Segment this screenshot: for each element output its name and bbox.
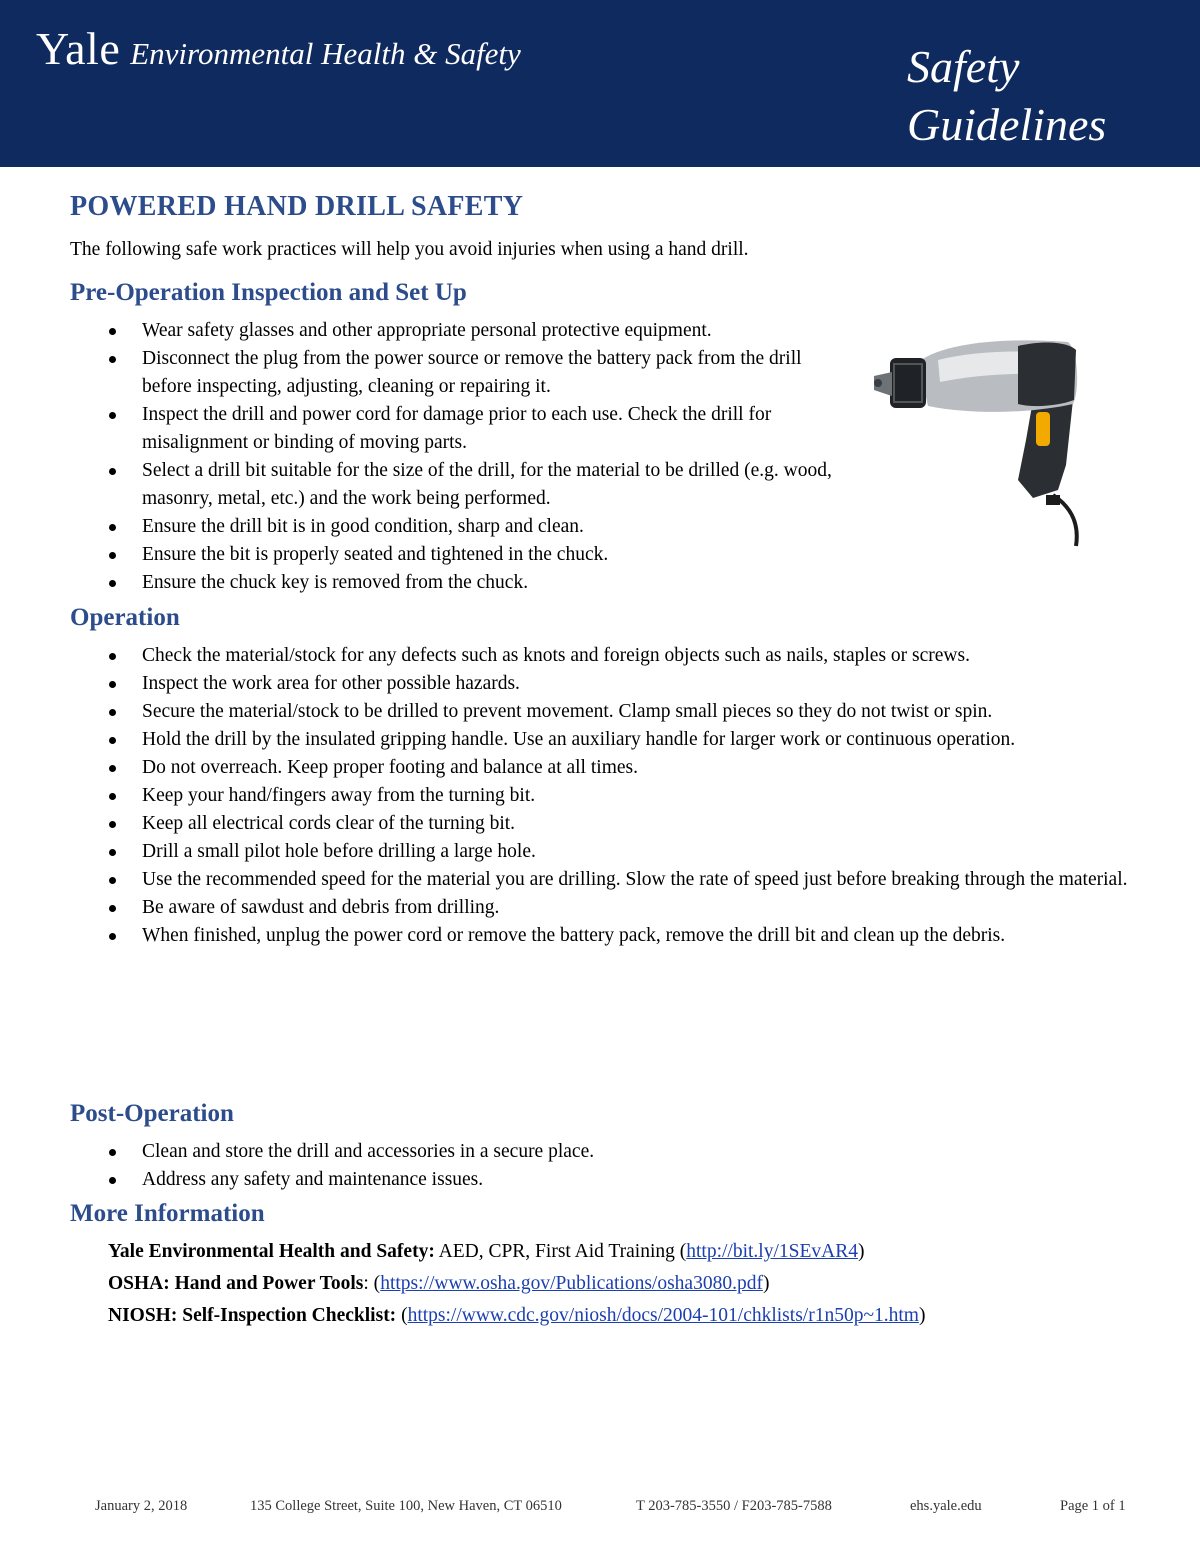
list-item: Wear safety glasses and other appropriate personal protective equipment.: [0, 317, 850, 345]
brand-logo: [36, 22, 521, 75]
list-item: Secure the material/stock to be drilled to prevent movement. Clamp small pieces so they do not twist or spin.: [0, 698, 1140, 726]
bullet-icon: [109, 681, 116, 688]
header-banner: [0, 0, 1200, 167]
list-item: Keep all electrical cords clear of the turning bit.: [0, 810, 1140, 838]
drill-illustration: [868, 320, 1083, 550]
bullet-icon: [109, 653, 116, 660]
info-desc: : (: [363, 1273, 381, 1294]
bullet-icon: [109, 1177, 116, 1184]
list-item: Use the recommended speed for the material you are drilling. Slow the rate of speed just before breaking through the material.: [0, 866, 1140, 894]
bullet-icon: [109, 1149, 116, 1156]
footer-phone: T 203-785-3550 / F203-785-7588: [636, 1498, 832, 1514]
document-type: [907, 38, 1106, 154]
list-item: Inspect the drill and power cord for damage prior to each use. Check the drill for misalignment or binding of moving parts.: [0, 401, 850, 457]
info-label: OSHA: Hand and Power Tools: [108, 1273, 364, 1294]
brand-subtitle: Environmental Health & Safety: [130, 36, 521, 71]
list-item: When finished, unplug the power cord or remove the battery pack, remove the drill bit and clean up the debris.: [0, 922, 1140, 950]
section-heading-pre-operation: Pre-Operation Inspection and Set Up: [70, 279, 467, 306]
list-item: Ensure the bit is properly seated and tightened in the chuck.: [0, 541, 850, 569]
bullet-icon: [109, 933, 116, 940]
section-heading-more-information: More Information: [70, 1200, 265, 1227]
niosh-link[interactable]: https://www.cdc.gov/niosh/docs/2004-101/chklists/r1n50p~1.htm: [407, 1305, 919, 1326]
footer-date: January 2, 2018: [95, 1498, 188, 1514]
bullet-icon: [109, 849, 116, 856]
more-information-links: [108, 1236, 925, 1332]
info-row-osha: OSHA: Hand and Power Tools: (https://www.osha.gov/Publications/osha3080.pdf): [108, 1273, 770, 1294]
list-item: Be aware of sawdust and debris from drilling.: [0, 894, 1140, 922]
bullet-icon: [109, 905, 116, 912]
bullet-icon: [109, 821, 116, 828]
list-item: Disconnect the plug from the power source or remove the battery pack from the drill before inspecting, adjusting, cleaning or repairing it.: [0, 345, 850, 401]
list-item: Address any safety and maintenance issues.: [0, 1166, 1140, 1194]
bullet-icon: [109, 737, 116, 744]
info-desc: (: [396, 1305, 408, 1326]
list-item: Inspect the work area for other possible hazards.: [0, 670, 1140, 698]
bullet-icon: [109, 552, 116, 559]
pre-operation-list: [0, 317, 850, 597]
intro-text: The following safe work practices will help you avoid injuries when using a hand drill.: [70, 239, 749, 260]
list-item: Do not overreach. Keep proper footing and balance at all times.: [0, 754, 1140, 782]
operation-list: [0, 642, 1140, 950]
page-title: POWERED HAND DRILL SAFETY: [70, 191, 524, 222]
bullet-icon: [109, 524, 116, 531]
info-label: Yale Environmental Health and Safety:: [108, 1241, 435, 1262]
document-type-line1: Safety: [907, 41, 1020, 92]
list-item: Check the material/stock for any defects such as knots and foreign objects such as nails, staples or screws.: [0, 642, 1140, 670]
bullet-icon: [109, 356, 116, 363]
list-item: Drill a small pilot hole before drilling a large hole.: [0, 838, 1140, 866]
footer-website: ehs.yale.edu: [910, 1498, 982, 1514]
list-item: Clean and store the drill and accessories in a secure place.: [0, 1138, 1140, 1166]
info-row-niosh: NIOSH: Self-Inspection Checklist: (https://www.cdc.gov/niosh/docs/2004-101/chklists/r1n50p~1.htm): [108, 1305, 926, 1326]
section-heading-post-operation: Post-Operation: [70, 1100, 234, 1127]
document-type-line2: Guidelines: [907, 99, 1107, 150]
brand-name: Yale: [36, 23, 121, 74]
bullet-icon: [109, 793, 116, 800]
list-item: Hold the drill by the insulated gripping handle. Use an auxiliary handle for larger work or continuous operation.: [0, 726, 1140, 754]
bullet-icon: [109, 468, 116, 475]
info-desc: AED, CPR, First Aid Training (: [434, 1241, 687, 1262]
bullet-icon: [109, 412, 116, 419]
bullet-icon: [109, 765, 116, 772]
osha-link[interactable]: https://www.osha.gov/Publications/osha3080.pdf: [380, 1273, 763, 1294]
section-heading-operation: Operation: [70, 604, 180, 631]
page-footer: [0, 1498, 1200, 1522]
bullet-icon: [109, 709, 116, 716]
yale-ehs-link[interactable]: http://bit.ly/1SEvAR4: [686, 1241, 858, 1262]
info-label: NIOSH: Self-Inspection Checklist:: [108, 1305, 397, 1326]
list-item: Ensure the chuck key is removed from the chuck.: [0, 569, 850, 597]
info-row-yale: Yale Environmental Health and Safety: AED, CPR, First Aid Training (http://bit.ly/1SEvAR4): [108, 1241, 865, 1262]
list-item: Keep your hand/fingers away from the turning bit.: [0, 782, 1140, 810]
list-item: Select a drill bit suitable for the size of the drill, for the material to be drilled (e.g. wood, masonry, metal, etc.) and the work being performed.: [0, 457, 850, 513]
list-item: Ensure the drill bit is in good condition, sharp and clean.: [0, 513, 850, 541]
post-operation-list: [0, 1138, 1140, 1194]
footer-page-number: Page 1 of 1: [1060, 1498, 1126, 1514]
bullet-icon: [109, 580, 116, 587]
bullet-icon: [109, 328, 116, 335]
footer-address: 135 College Street, Suite 100, New Haven, CT 06510: [250, 1498, 562, 1514]
bullet-icon: [109, 877, 116, 884]
